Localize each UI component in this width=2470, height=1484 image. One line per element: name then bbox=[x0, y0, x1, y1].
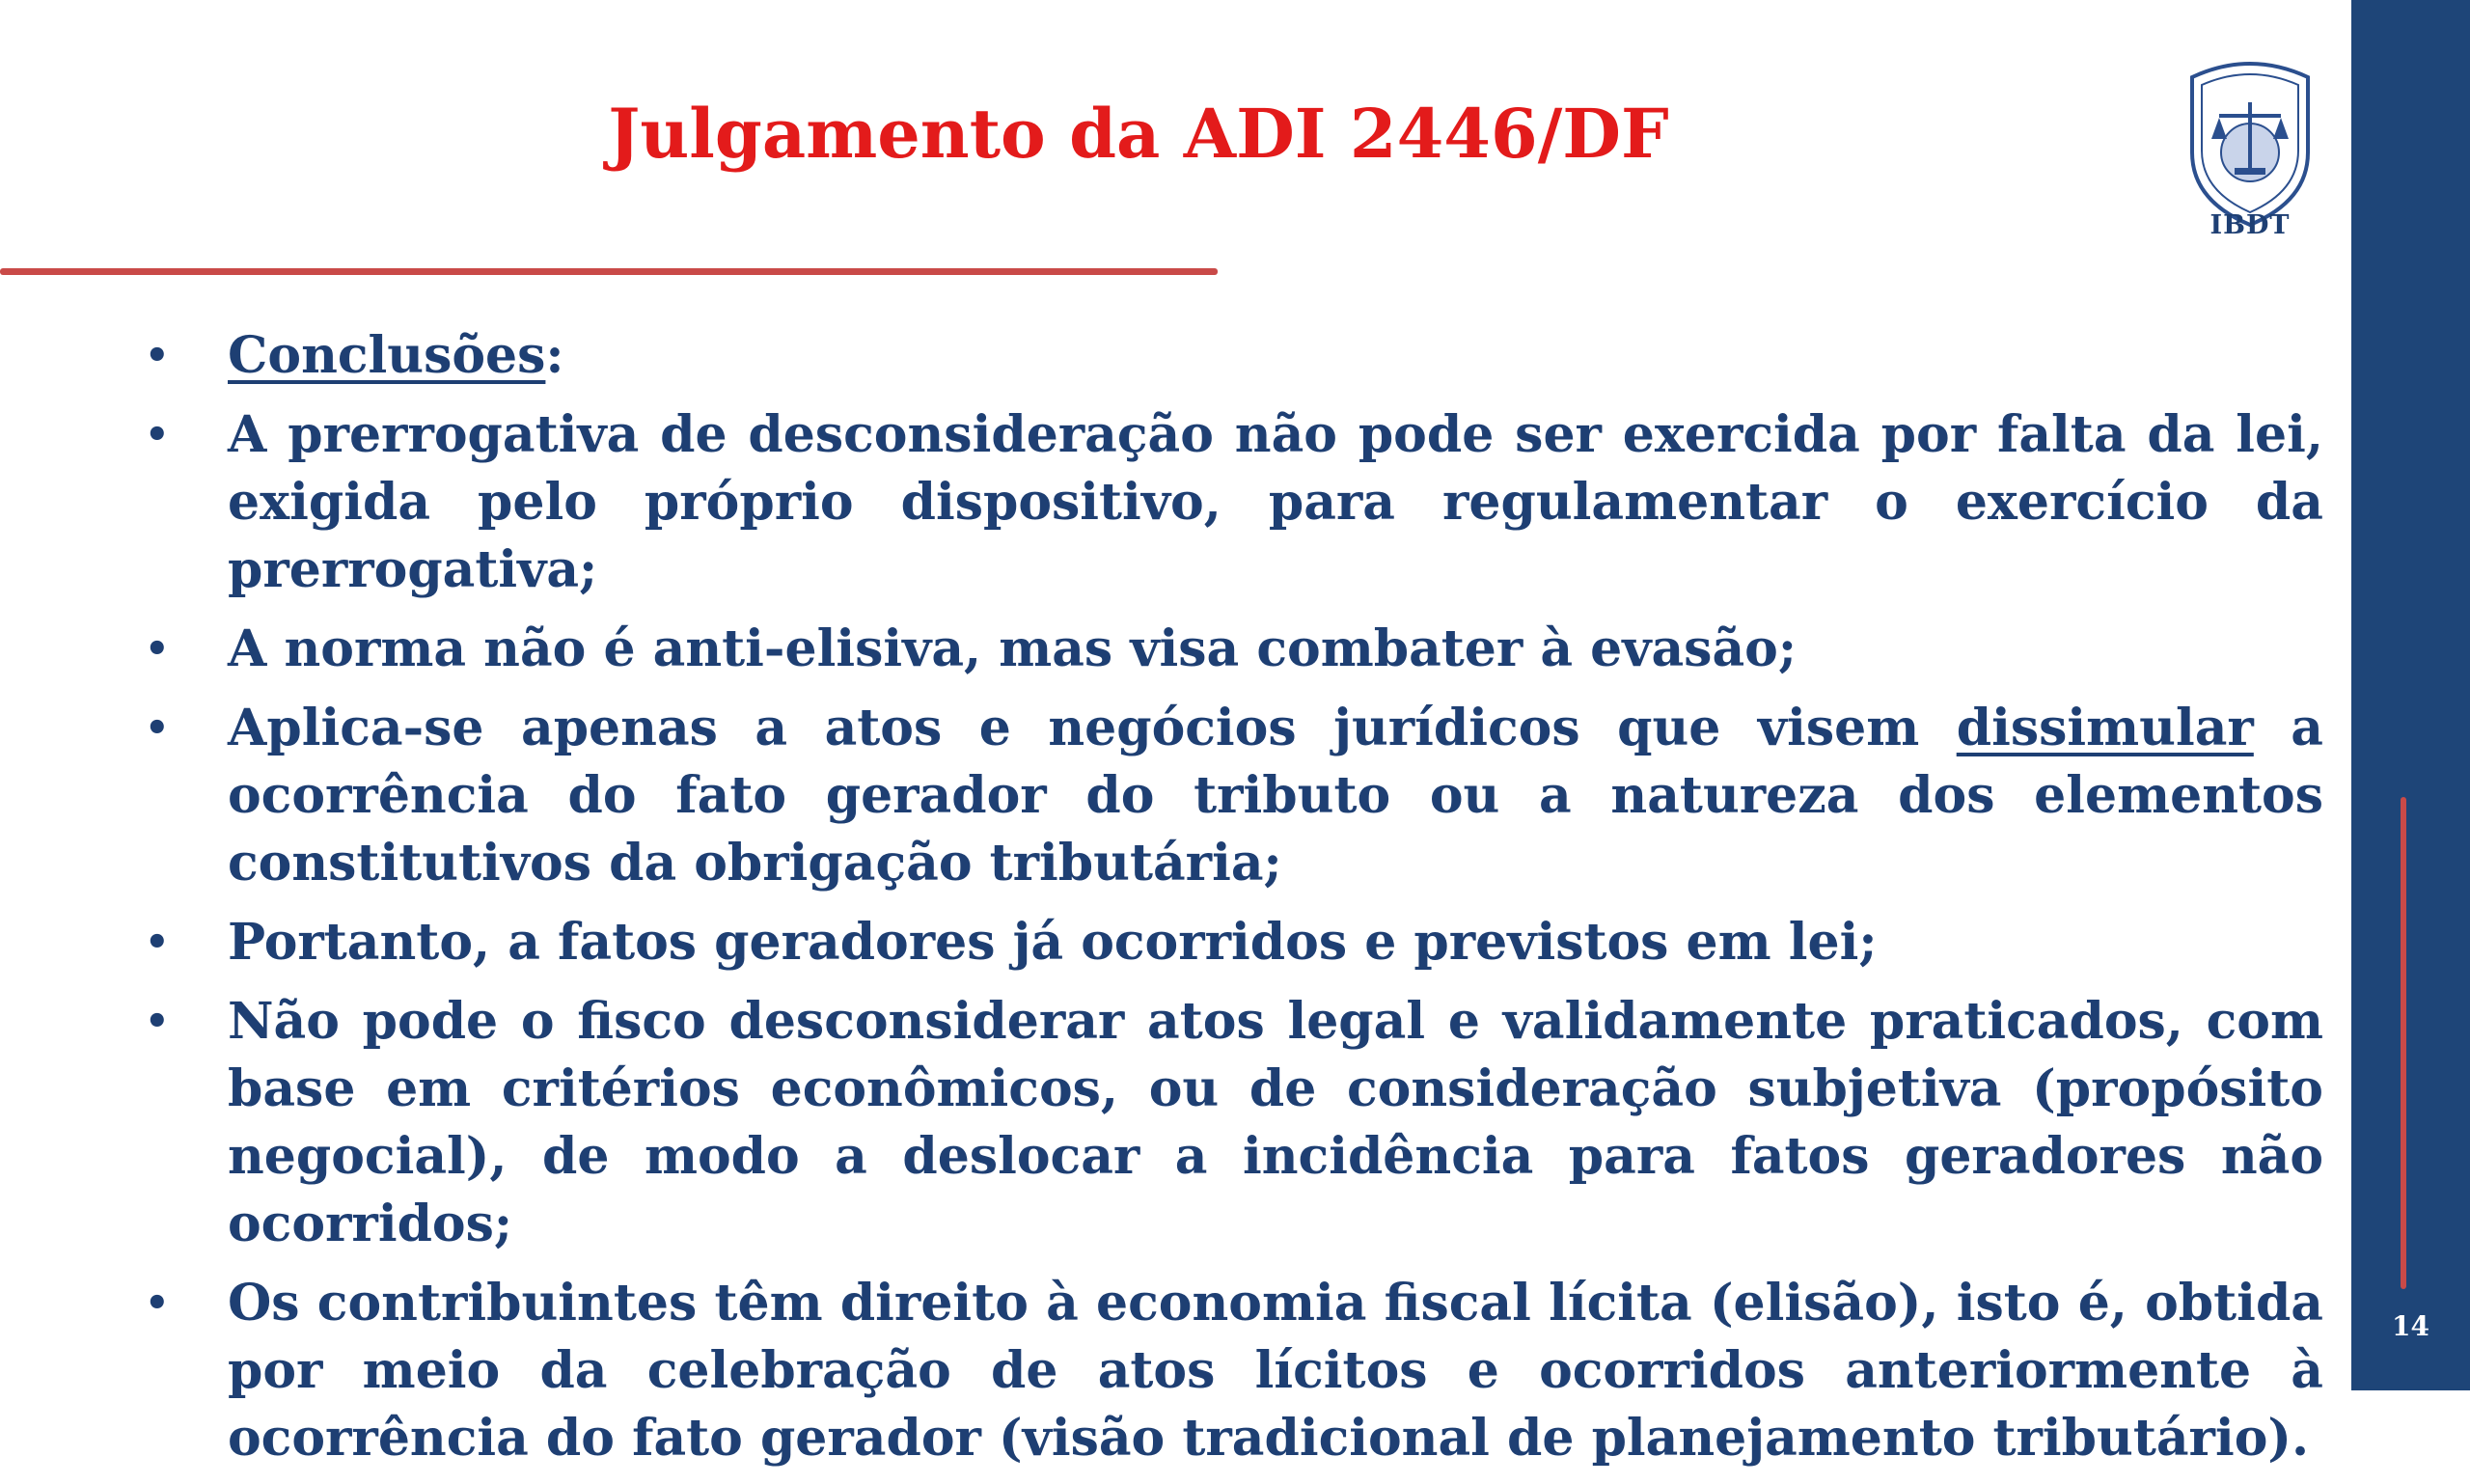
bullet-item bbox=[145, 401, 2323, 604]
bullet-text: Os contribuintes têm direito à economia fiscal lícita (elisão), isto é, obtida por meio da celebração de atos lícitos e ocorridos anteriormente à ocorrência do fato gerador (visão tradicional de planejamento tributário). bbox=[228, 1274, 2323, 1468]
bullet-marker: • bbox=[145, 920, 170, 965]
scales-base bbox=[2235, 168, 2265, 175]
bullet-heading: Conclusões bbox=[228, 326, 546, 385]
bullet-marker: • bbox=[145, 705, 170, 751]
bullet-list bbox=[145, 322, 2323, 1484]
bullet-item bbox=[145, 988, 2323, 1258]
bullet-text-after: a ocorrência do fato gerador do tributo ou a natureza dos elementos constitutivos da obrigação tributária; bbox=[228, 699, 2323, 893]
bullet-heading-colon: : bbox=[545, 326, 564, 385]
side-band-accent-rule bbox=[2401, 797, 2406, 1289]
bullet-item bbox=[145, 695, 2323, 897]
bullet-marker: • bbox=[145, 1280, 170, 1326]
right-side-band bbox=[2351, 0, 2470, 1390]
page-number: 14 bbox=[2392, 1310, 2429, 1342]
logo-label: IBDT bbox=[2209, 210, 2291, 240]
bullet-item bbox=[145, 616, 2323, 683]
bullet-marker: • bbox=[145, 626, 170, 672]
bullet-marker: • bbox=[145, 412, 170, 457]
bullet-text: Não pode o fisco desconsiderar atos legal e validamente praticados, com base em critérios econômicos, ou de consideração subjetiva (propósito negocial), de modo a deslocar a incidência para fatos geradores não ocorridos; bbox=[228, 992, 2323, 1253]
bullet-text-underlined: dissimular bbox=[1956, 699, 2254, 757]
bullet-item bbox=[145, 909, 2323, 976]
bullet-text: Portanto, a fatos geradores já ocorridos e previstos em lei; bbox=[228, 913, 1878, 972]
bullet-item bbox=[145, 1270, 2323, 1472]
bullet-marker: • bbox=[145, 999, 170, 1044]
bullet-marker: • bbox=[145, 333, 170, 378]
title-underline-rule bbox=[0, 268, 1218, 275]
bullet-text: A prerrogativa de desconsideração não pode ser exercida por falta da lei, exigida pelo próprio dispositivo, para regulamentar o exercício da prerrogativa; bbox=[228, 405, 2323, 599]
bullet-item bbox=[145, 322, 2323, 390]
bullet-text-before: Aplica-se apenas a atos e negócios jurídicos que visem bbox=[228, 699, 1957, 757]
slide-title: Julgamento da ADI 2446/DF bbox=[608, 94, 1669, 174]
bullet-text: A norma não é anti-elisiva, mas visa combater à evasão; bbox=[228, 619, 1798, 678]
